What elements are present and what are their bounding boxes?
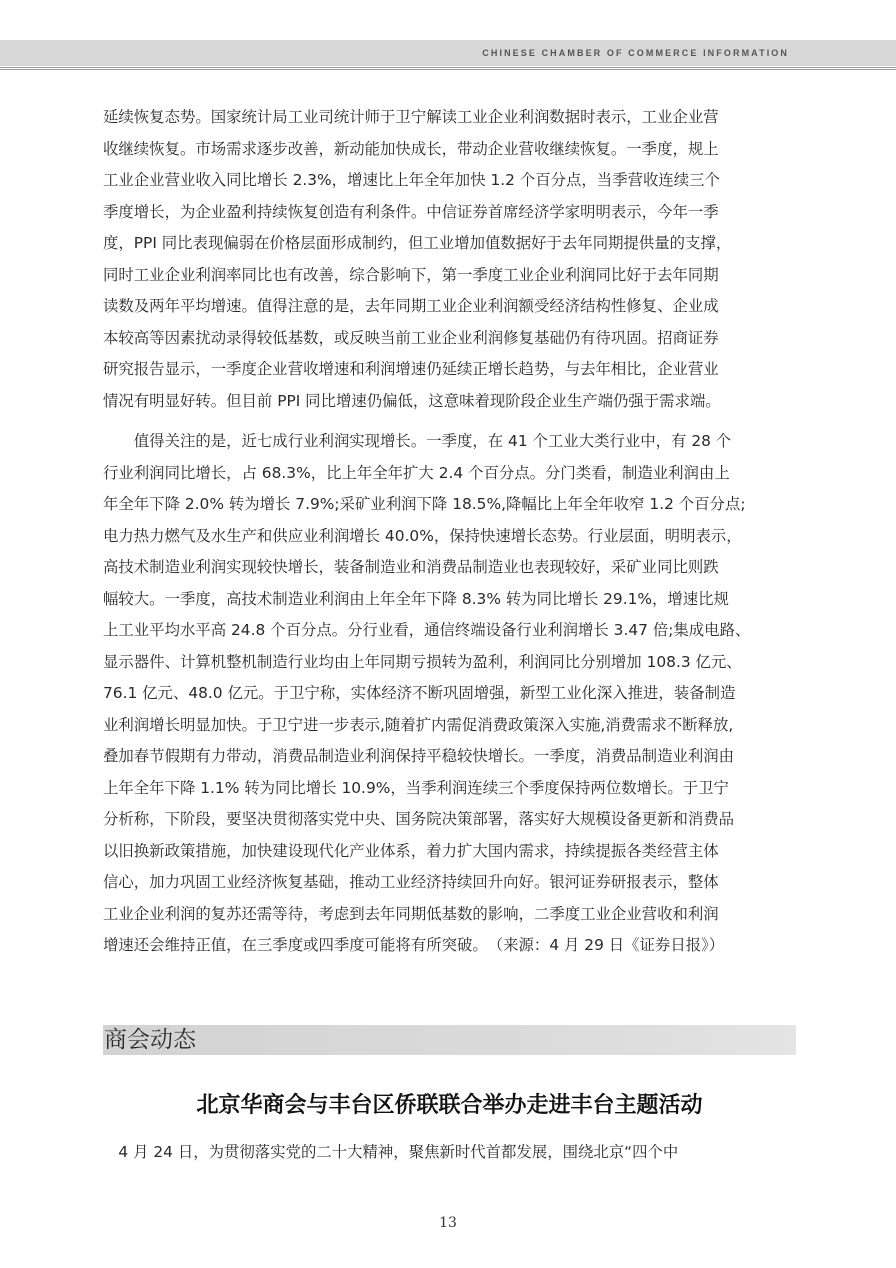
paragraph-line: 行业利润同比增长，占 68.3%，比上年全年扩大 2.4 个百分点。分门类看，制造业利润由上 (103, 463, 730, 482)
header-title: CHINESE CHAMBER OF COMMERCE INFORMATION (482, 48, 789, 58)
paragraph-line: 信心，加力巩固工业经济恢复基础，推动工业经济持续回升向好。银河证券研报表示，整体 (103, 873, 719, 891)
paragraph-line: 情况有明显好转。但目前 PPI 同比增速仍偏低，这意味着现阶段企业生产端仍强于需求端。 (103, 391, 721, 410)
paragraph-line: 度，PPI 同比表现偏弱在价格层面形成制约，但工业增加值数据好于去年同期提供量的支撑， (103, 234, 732, 252)
paragraph-line: 76.1 亿元、48.0 亿元。于卫宁称，实体经济不断巩固增强，新型工业化深入推进，装备制造 (103, 684, 736, 702)
paragraph-line: 幅较大。一季度，高技术制造业利润由上年全年下降 8.3% 转为同比增长 29.1%，增速比规 (103, 589, 729, 608)
paragraph-line: 研究报告显示，一季度企业营收增速和利润增速仍延续正增长趋势，与去年相比，企业营业 (103, 360, 719, 378)
paragraph-line: 上工业平均水平高 24.8 个百分点。分行业看，通信终端设备行业利润增长 3.47 倍;集成电路、 (103, 621, 751, 639)
paragraph-line: 值得关注的是，近七成行业利润实现增长。一季度，在 41 个工业大类行业中，有 28 个 (103, 432, 732, 450)
paragraph-line: 上年全年下降 1.1% 转为同比增长 10.9%，当季利润连续三个季度保持两位数增长。于卫宁 (103, 778, 729, 797)
paragraph-line: 4 月 24 日，为贯彻落实党的二十大精神，聚焦新时代首都发展，围绕北京“四个中 (103, 1143, 679, 1161)
article-paragraph-2 (103, 426, 796, 962)
paragraph-line: 高技术制造业利润实现较快增长，装备制造业和消费品制造业也表现较好，采矿业同比则跌 (103, 558, 719, 576)
header-rule (0, 67, 896, 70)
paragraph-line: 同时工业企业利润率同比也有改善，综合影响下，第一季度工业企业利润同比好于去年同期 (103, 265, 719, 284)
paragraph-line: 电力热力燃气及水生产和供应业利润增长 40.0%，保持快速增长态势。行业层面，明明表示， (103, 526, 742, 545)
paragraph-line: 季度增长，为企业盈利持续恢复创造有利条件。中信证券首席经济学家明明表示，今年一季 (103, 202, 719, 221)
paragraph-line: 叠加春节假期有力带动，消费品制造业利润保持平稳较快增长。一季度，消费品制造业利润由 (103, 747, 735, 765)
paragraph-line: 本较高等因素扰动录得较低基数，或反映当前工业企业利润修复基础仍有待巩固。招商证券 (103, 328, 719, 347)
paragraph-line: 收继续恢复。市场需求逐步改善，新动能加快成长，带动企业营收继续恢复。一季度，规上 (103, 139, 719, 158)
article-paragraph-intro (103, 1137, 796, 1169)
paragraph-line: 延续恢复态势。国家统计局工业司统计师于卫宁解读工业企业利润数据时表示，工业企业营 (103, 108, 719, 126)
article-title: 北京华商会与丰台区侨联联合举办走进丰台主题活动 (196, 1093, 703, 1118)
section-title: 商会动态 (104, 1027, 196, 1053)
paragraph-line: 以旧换新政策措施，加快建设现代化产业体系，着力扩大国内需求，持续提振各类经营主体 (103, 841, 719, 860)
article-paragraph-1 (103, 102, 796, 417)
paragraph-line: 年全年下降 2.0% 转为增长 7.9%;采矿业利润下降 18.5%,降幅比上年全年收窄 1.2 个百分点; (103, 495, 746, 513)
paragraph-line: 工业企业营业收入同比增长 2.3%，增速比上年全年加快 1.2 个百分点，当季营收连续三个 (103, 171, 720, 189)
page-number: 13 (439, 1215, 457, 1231)
section-header-bar (103, 1025, 796, 1055)
paragraph-line: 增速还会维持正值，在三季度或四季度可能将有所突破。 （来源：4 月 29 日《证券日报》） (103, 936, 725, 954)
paragraph-line: 分析称，下阶段，要坚决贯彻落实党中央、国务院决策部署，落实好大规模设备更新和消费品 (103, 810, 735, 828)
paragraph-line: 显示器件、计算机整机制造行业均由上年同期亏损转为盈利，利润同比分别增加 108.3 亿元、 (103, 652, 742, 671)
paragraph-line: 工业企业利润的复苏还需等待，考虑到去年同期低基数的影响，二季度工业企业营收和利润 (103, 904, 719, 923)
paragraph-line: 读数及两年平均增速。值得注意的是，去年同期工业企业利润额受经济结构性修复、企业成 (103, 297, 719, 315)
paragraph-line: 业利润增长明显加快。于卫宁进一步表示,随着扩内需促消费政策深入实施,消费需求不断释放, (103, 715, 734, 734)
